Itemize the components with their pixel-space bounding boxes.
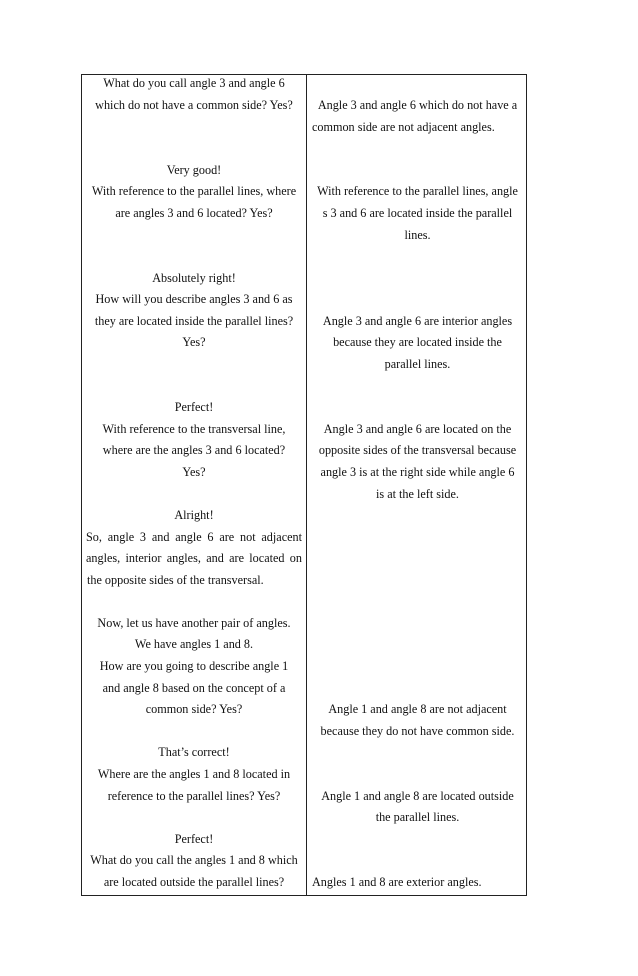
student-line: the parallel lines. <box>375 810 460 824</box>
student-line: Angle 3 and angle 6 which do not have a <box>317 98 518 112</box>
teacher-praise: Absolutely right! <box>152 271 236 285</box>
teacher-line: common side? Yes? <box>145 702 243 716</box>
teacher-line: Yes? <box>182 335 206 349</box>
student-line: Angle 1 and angle 8 are not adjacent <box>328 702 507 716</box>
student-line: Angles 1 and 8 are exterior angles. <box>312 875 482 889</box>
student-line: is at the left side. <box>376 487 459 501</box>
student-line: opposite sides of the transversal because <box>318 443 517 457</box>
teacher-summary-line: angles, interior angles, and are located on <box>86 551 302 565</box>
teacher-line: We have angles 1 and 8. <box>134 637 254 651</box>
teacher-line: Yes? <box>182 465 206 479</box>
student-line: Angle 1 and angle 8 are located outside <box>321 789 514 803</box>
teacher-line: are located outside the parallel lines? <box>103 875 285 889</box>
student-line: common side are not adjacent angles. <box>312 120 495 134</box>
student-line: With reference to the parallel lines, angle <box>317 184 518 198</box>
teacher-line: and angle 8 based on the concept of a <box>102 681 286 695</box>
teacher-line: Now, let us have another pair of angles. <box>97 616 291 630</box>
teacher-line: reference to the parallel lines? Yes? <box>107 789 281 803</box>
teacher-line: What do you call angle 3 and angle 6 <box>103 76 285 90</box>
teacher-line: are angles 3 and 6 located? Yes? <box>115 206 273 220</box>
student-line: angle 3 is at the right side while angle 6 <box>320 465 515 479</box>
teacher-line: With reference to the parallel lines, where <box>91 184 297 198</box>
student-line: Angle 3 and angle 6 are located on the <box>323 422 512 436</box>
teacher-praise: Perfect! <box>174 400 214 414</box>
student-line: parallel lines. <box>384 357 451 371</box>
teacher-praise: Perfect! <box>174 832 214 846</box>
teacher-line: where are the angles 3 and 6 located? <box>102 443 286 457</box>
student-line: because they do not have common side. <box>320 724 515 738</box>
teacher-line: What do you call the angles 1 and 8 which <box>90 853 298 867</box>
student-line: lines. <box>404 228 431 242</box>
teacher-praise: That’s correct! <box>158 745 230 759</box>
teacher-line: which do not have a common side? Yes? <box>95 98 293 112</box>
teacher-praise: Alright! <box>174 508 214 522</box>
teacher-praise: Very good! <box>166 163 222 177</box>
teacher-line: Where are the angles 1 and 8 located in <box>97 767 291 781</box>
student-line: s 3 and 6 are located inside the parallel <box>322 206 513 220</box>
teacher-line: How are you going to describe angle 1 <box>99 659 289 673</box>
student-line: Angle 3 and angle 6 are interior angles <box>322 314 513 328</box>
teacher-line: With reference to the transversal line, <box>102 422 286 436</box>
teacher-line: How will you describe angles 3 and 6 as <box>95 292 293 306</box>
teacher-line: they are located inside the parallel lines? <box>94 314 294 328</box>
teacher-summary-line: So, angle 3 and angle 6 are not adjacent <box>86 530 302 544</box>
lesson-table <box>81 74 527 896</box>
teacher-summary-line: the opposite sides of the transversal. <box>87 573 264 587</box>
student-line: because they are located inside the <box>333 335 502 349</box>
